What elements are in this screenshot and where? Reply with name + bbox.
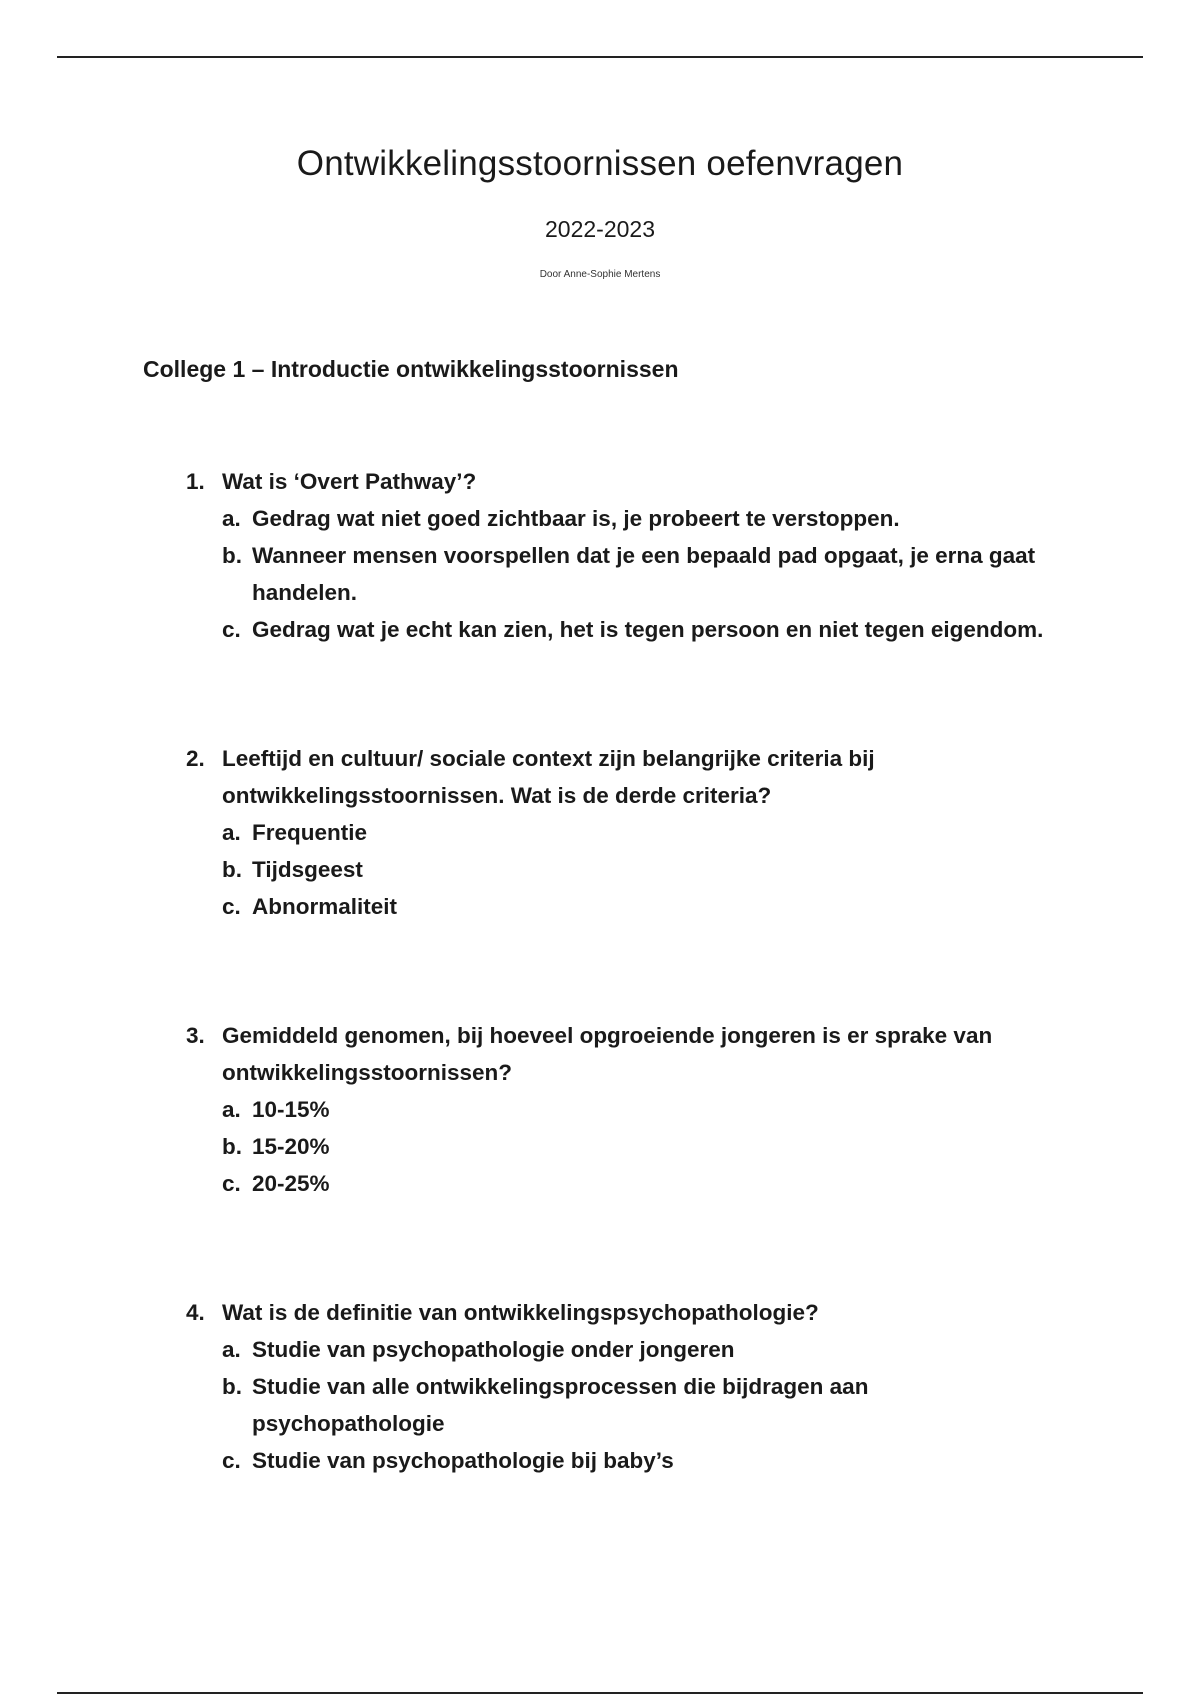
question-text: Wat is ‘Overt Pathway’? xyxy=(222,469,477,494)
option-letter: b. xyxy=(222,1374,242,1399)
answer-option xyxy=(222,1165,1050,1202)
answer-option xyxy=(222,1368,1050,1442)
answer-option xyxy=(222,888,1050,925)
question-number: 4. xyxy=(186,1300,205,1325)
option-text: Studie van psychopathologie onder jongeren xyxy=(252,1337,735,1362)
section-heading: College 1 – Introductie ontwikkelingsstoornissen xyxy=(143,356,679,382)
option-letter: c. xyxy=(222,1448,241,1473)
option-text: 15-20% xyxy=(252,1134,330,1159)
option-letter: a. xyxy=(222,1097,241,1122)
document-author: Door Anne-Sophie Mertens xyxy=(539,269,661,280)
option-text: Gedrag wat je echt kan zien, het is tegen persoon en niet tegen eigendom. xyxy=(252,617,1044,642)
question-1 xyxy=(0,463,1200,648)
document-title: Ontwikkelingsstoornissen oefenvragen xyxy=(296,144,904,183)
answer-option xyxy=(222,1091,1050,1128)
option-letter: b. xyxy=(222,857,242,882)
answer-option xyxy=(222,1442,1050,1479)
option-letter: a. xyxy=(222,1337,241,1362)
document-year: 2022-2023 xyxy=(545,216,655,242)
question-number: 1. xyxy=(186,469,205,494)
question-text: Wat is de definitie van ontwikkelingspsychopathologie? xyxy=(222,1300,819,1325)
answer-options xyxy=(222,500,1050,648)
answer-options xyxy=(222,1331,1050,1479)
question-3 xyxy=(0,1017,1200,1202)
option-text: Frequentie xyxy=(252,820,368,845)
answer-options xyxy=(222,1091,1050,1202)
question-number: 3. xyxy=(186,1023,205,1048)
question-text: Leeftijd en cultuur/ sociale context zijn belangrijke criteria bij ontwikkelingsstoornissen. Wat is de derde criteria? xyxy=(222,746,875,808)
answer-option xyxy=(222,500,1050,537)
option-text: 20-25% xyxy=(252,1171,330,1196)
footer-rule xyxy=(57,1692,1143,1694)
answer-option xyxy=(222,611,1050,648)
option-text: Abnormaliteit xyxy=(252,894,398,919)
question-list xyxy=(0,463,1200,1571)
question-text: Gemiddeld genomen, bij hoeveel opgroeiende jongeren is er sprake van ontwikkelingsstoornissen? xyxy=(222,1023,993,1085)
option-letter: c. xyxy=(222,1171,241,1196)
answer-option xyxy=(222,1331,1050,1368)
option-text: 10-15% xyxy=(252,1097,330,1122)
option-text: Gedrag wat niet goed zichtbaar is, je probeert te verstoppen. xyxy=(252,506,900,531)
question-4 xyxy=(0,1294,1200,1479)
option-text: Wanneer mensen voorspellen dat je een bepaald pad opgaat, je erna gaat handelen. xyxy=(252,543,1036,605)
answer-options xyxy=(222,814,1050,925)
question-number: 2. xyxy=(186,746,205,771)
option-letter: b. xyxy=(222,543,242,568)
option-letter: c. xyxy=(222,617,241,642)
option-letter: a. xyxy=(222,820,241,845)
header-rule xyxy=(57,56,1143,58)
option-letter: c. xyxy=(222,894,241,919)
answer-option xyxy=(222,851,1050,888)
option-letter: a. xyxy=(222,506,241,531)
option-text: Tijdsgeest xyxy=(252,857,363,882)
answer-option xyxy=(222,814,1050,851)
answer-option xyxy=(222,1128,1050,1165)
question-2 xyxy=(0,740,1200,925)
option-letter: b. xyxy=(222,1134,242,1159)
answer-option xyxy=(222,537,1050,611)
option-text: Studie van psychopathologie bij baby’s xyxy=(252,1448,674,1473)
option-text: Studie van alle ontwikkelingsprocessen die bijdragen aan psychopathologie xyxy=(252,1374,869,1436)
